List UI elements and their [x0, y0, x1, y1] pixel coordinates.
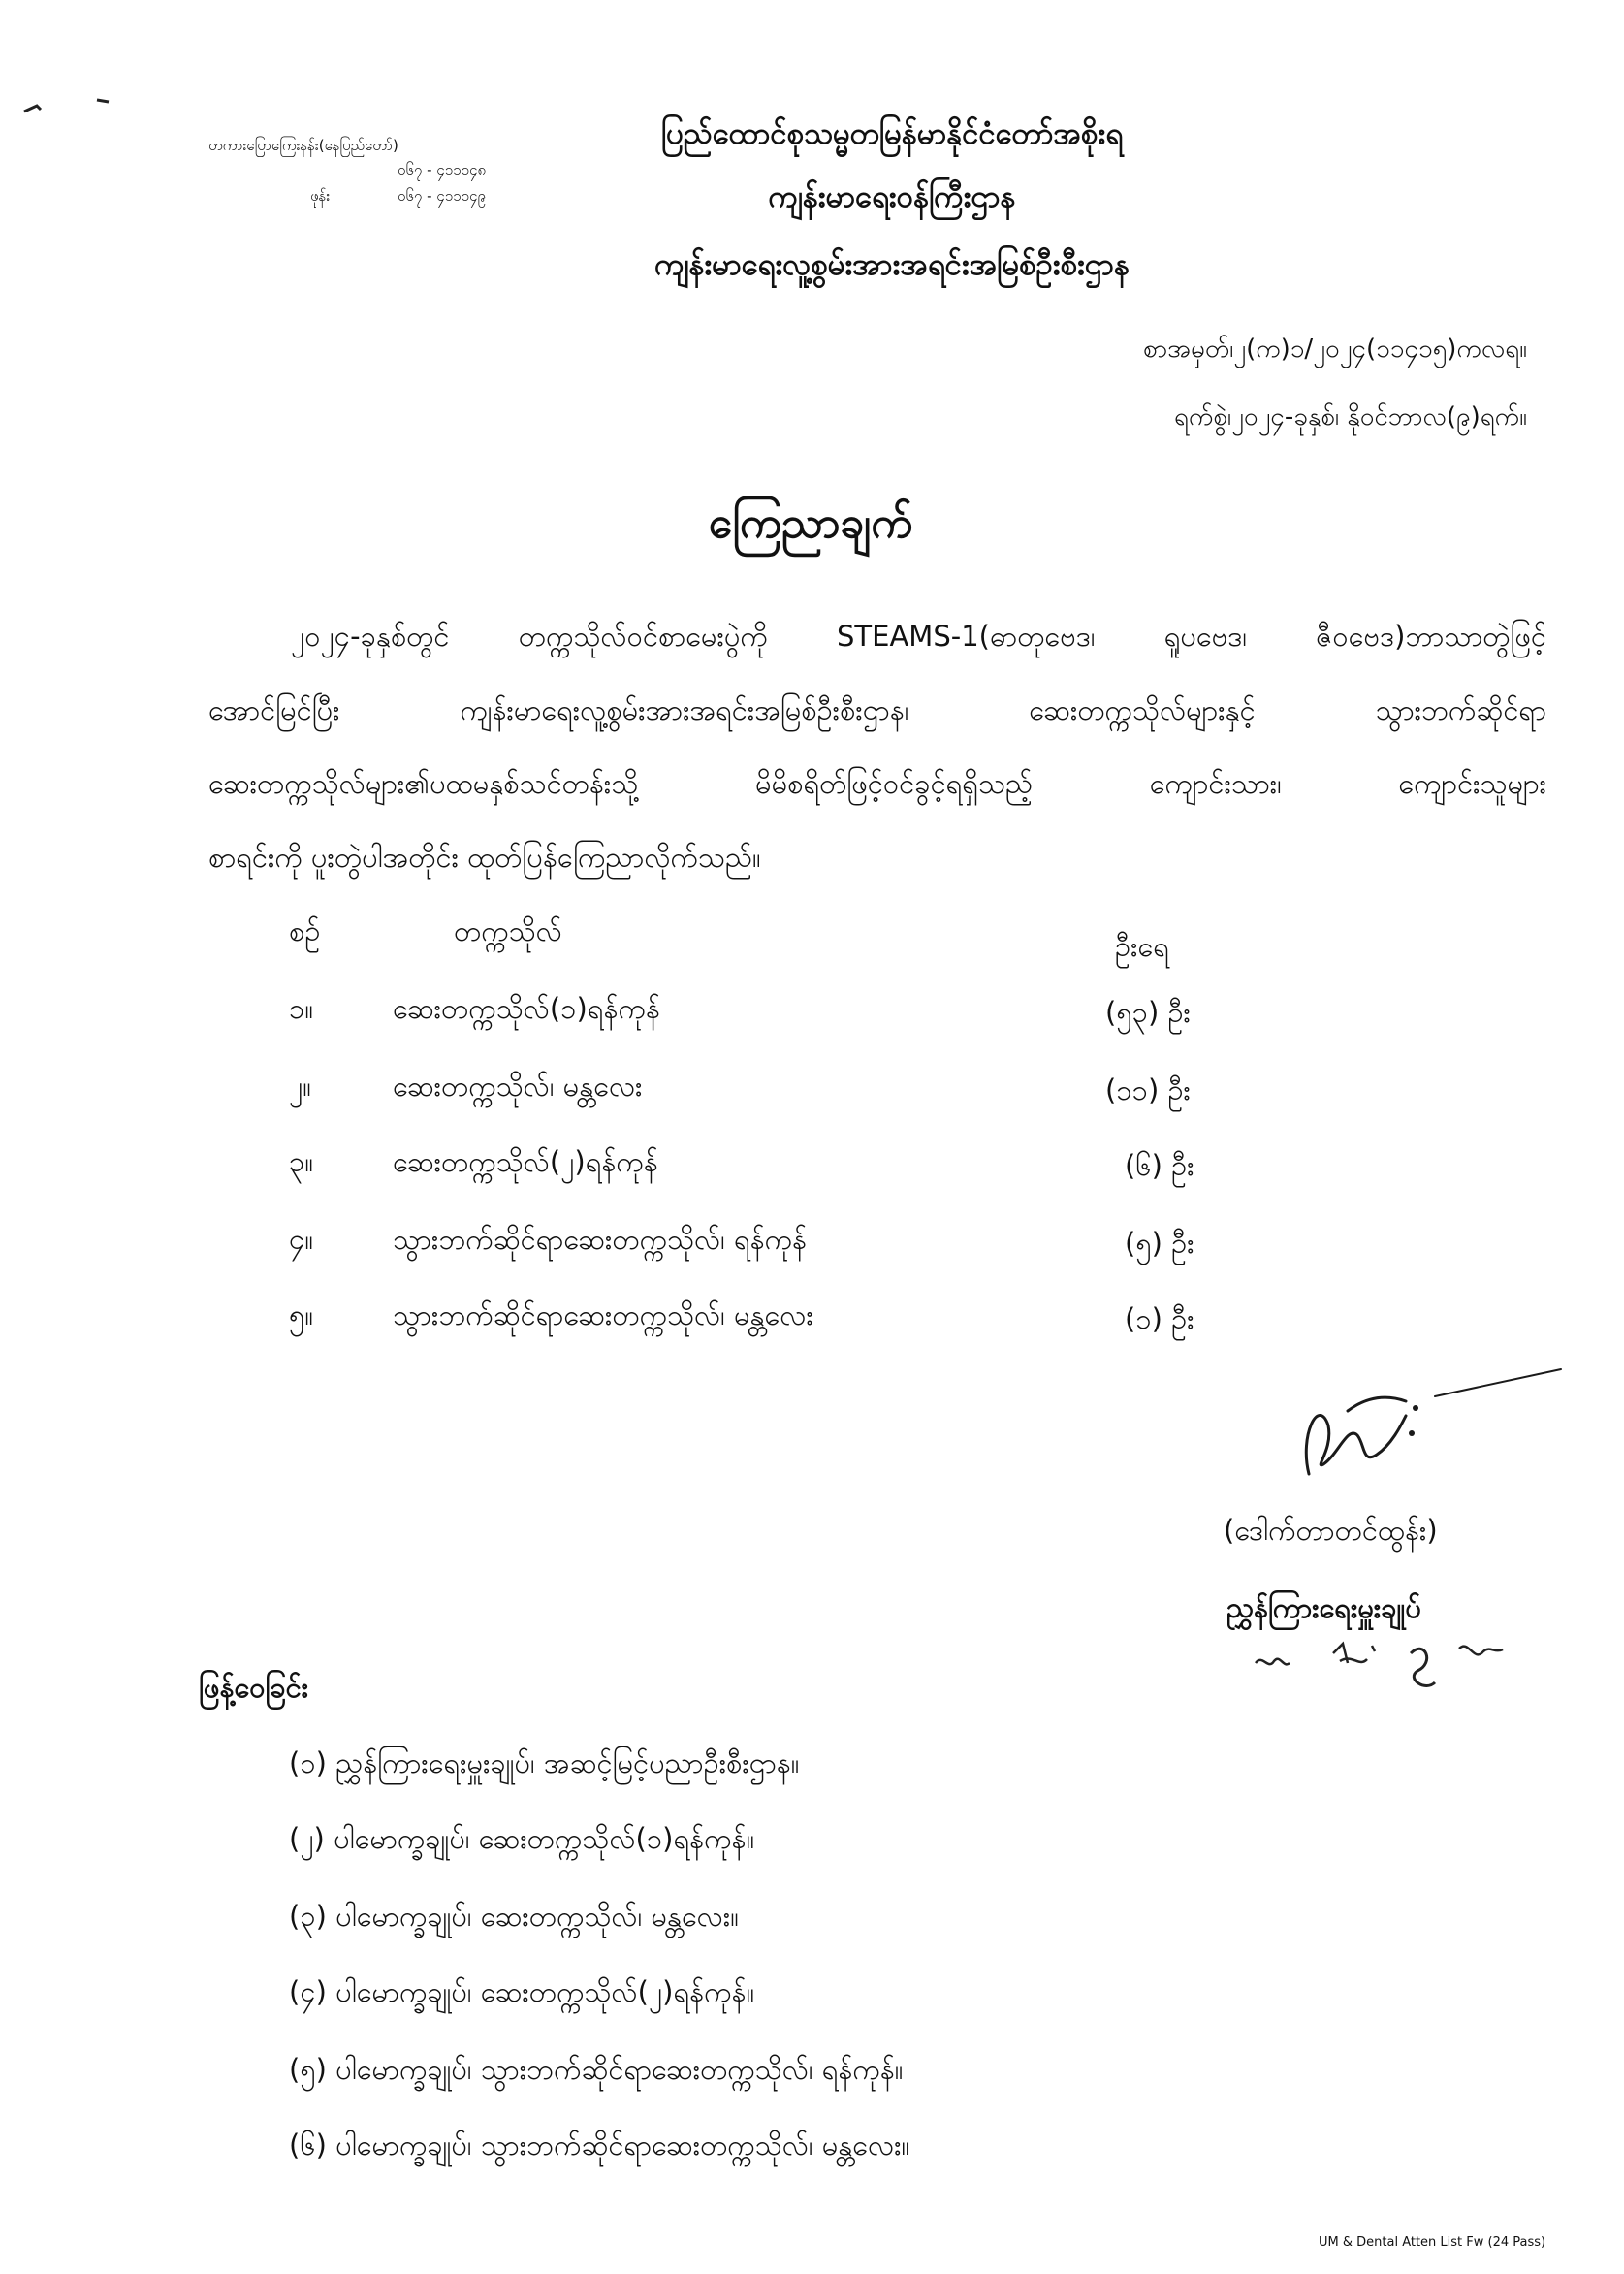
- distribution-item: (၆) ပါမောက္ခချုပ်၊ သွားဘက်ဆိုင်ရာဆေးတက္ကသိုလ်၊ မန္တလေး။: [289, 2129, 910, 2162]
- document-title: ကြေညာချက်: [708, 498, 913, 548]
- distribution-heading: ဖြန့်ဝေခြင်း: [199, 1671, 309, 1704]
- row-university: ဆေးတက္ကသိုလ်(၁)ရန်ကုန်: [393, 992, 660, 1025]
- row-count: (၁) ဦး: [1125, 1302, 1194, 1335]
- distribution-item: (၄) ပါမောက္ခချုပ်၊ ဆေးတက္ကသိုလ်(၂)ရန်ကုန်။: [289, 1975, 755, 2008]
- contact-phone-label: တကားပြောကြေးနန်း(နေပြည်တော်): [208, 137, 398, 154]
- distribution-item: (၂) ပါမောက္ခချုပ်၊ ဆေးတက္ကသိုလ်(၁)ရန်ကုန်။: [289, 1822, 755, 1855]
- paragraph-line: ဆေးတက္ကသိုလ်များ၏ပထမနှစ်သင်တန်းသို့ မိမိစရိတ်ဖြင့်ဝင်ခွင့်ရရှိသည့် ကျောင်းသား၊ ကျောင်းသူများ: [208, 767, 1546, 800]
- distribution-item: (၁) ညွှန်ကြားရေးမှူးချုပ်၊ အဆင့်မြင့်ပညာဦးစီးဌာန။: [289, 1746, 800, 1779]
- scan-mark: [19, 92, 116, 121]
- reference-number: စာအမှတ်၊၂(က)၁/၂၀၂၄(၁၁၄၁၅)ကလရ။: [1142, 335, 1527, 364]
- row-number: ၁။: [289, 992, 314, 1025]
- row-count: (၆) ဦး: [1125, 1149, 1194, 1182]
- row-number: ၂။: [289, 1070, 312, 1103]
- document-date: ရက်စွဲ၊၂၀၂၄-ခုနှစ်၊ နိုဝင်ဘာလ(၉)ရက်။: [1173, 402, 1527, 432]
- row-count: (၅) ဦး: [1125, 1227, 1194, 1260]
- row-number: ၄။: [289, 1223, 314, 1256]
- footer-note: UM & Dental Atten List Fw (24 Pass): [1319, 2235, 1546, 2250]
- announcement-paragraph: [208, 599, 1546, 894]
- row-number: ၃။: [289, 1145, 314, 1178]
- contact-phone-1: ၀၆၇ - ၄၁၁၁၄၈: [398, 161, 487, 178]
- paragraph-line: စာရင်းကို ပူးတွဲပါအတိုင်း ထုတ်ပြန်ကြေညာလိုက်သည်။: [208, 841, 761, 874]
- header-ministry: ကျန်းမာရေးဝန်ကြီးဌာန: [768, 179, 1016, 214]
- row-university: ဆေးတက္ကသိုလ်(၂)ရန်ကုန်: [393, 1145, 658, 1178]
- signatory-name: (ဒေါက်တာတင်ထွန်း): [1224, 1514, 1438, 1547]
- distribution-item: (၅) ပါမောက္ခချုပ်၊ သွားဘက်ဆိုင်ရာဆေးတက္ကသိုလ်၊ ရန်ကုန်။: [289, 2053, 904, 2086]
- distribution-item: (၃) ပါမောက္ခချုပ်၊ ဆေးတက္ကသိုလ်၊ မန္တလေး။: [289, 1900, 740, 1933]
- row-university: ဆေးတက္ကသိုလ်၊ မန္တလေး: [393, 1070, 643, 1103]
- row-university: သွားဘက်ဆိုင်ရာဆေးတက္ကသိုလ်၊ ရန်ကုန်: [393, 1223, 808, 1256]
- initials-icon: [1251, 1624, 1532, 1702]
- signature-icon: [1270, 1358, 1561, 1493]
- row-number: ၅။: [289, 1298, 314, 1331]
- signatory-title: ညွှန်ကြားရေးမှူးချုပ်: [1226, 1591, 1421, 1624]
- header-department: ကျန်းမာရေးလူ့စွမ်းအားအရင်းအမြစ်ဦးစီးဌာန: [654, 247, 1130, 282]
- row-count: (၅၃) ဦး: [1105, 996, 1191, 1029]
- paragraph-line: ၂၀၂၄-ခုနှစ်တွင် တက္ကသိုလ်ဝင်စာမေးပွဲကို STEAMS-1(ဓာတုဗေဒ၊ ရူပဗေဒ၊ ဇီဝဗေဒ)ဘာသာတွဲဖြင့်: [291, 620, 1546, 653]
- contact-fax-label: ဖုန်း: [310, 187, 331, 205]
- row-university: သွားဘက်ဆိုင်ရာဆေးတက္ကသိုလ်၊ မန္တလေး: [393, 1298, 813, 1331]
- contact-phone-2: ၀၆၇ - ၄၁၁၁၄၉: [398, 187, 486, 205]
- table-header-no: စဉ်: [289, 914, 321, 947]
- paragraph-line: အောင်မြင်ပြီး ကျန်းမာရေးလူ့စွမ်းအားအရင်းအမြစ်ဦးစီးဌာန၊ ဆေးတက္ကသိုလ်များနှင့် သွားဘက်ဆိုင်ရာ: [208, 693, 1546, 726]
- table-header-count: ဦးရေ: [1115, 930, 1169, 963]
- row-count: (၁၁) ဦး: [1105, 1073, 1191, 1106]
- table-header-university: တက္ကသိုလ်: [454, 914, 562, 947]
- header-government: ပြည်ထောင်စုသမ္မတမြန်မာနိုင်ငံတော်အစိုးရ: [660, 116, 1124, 151]
